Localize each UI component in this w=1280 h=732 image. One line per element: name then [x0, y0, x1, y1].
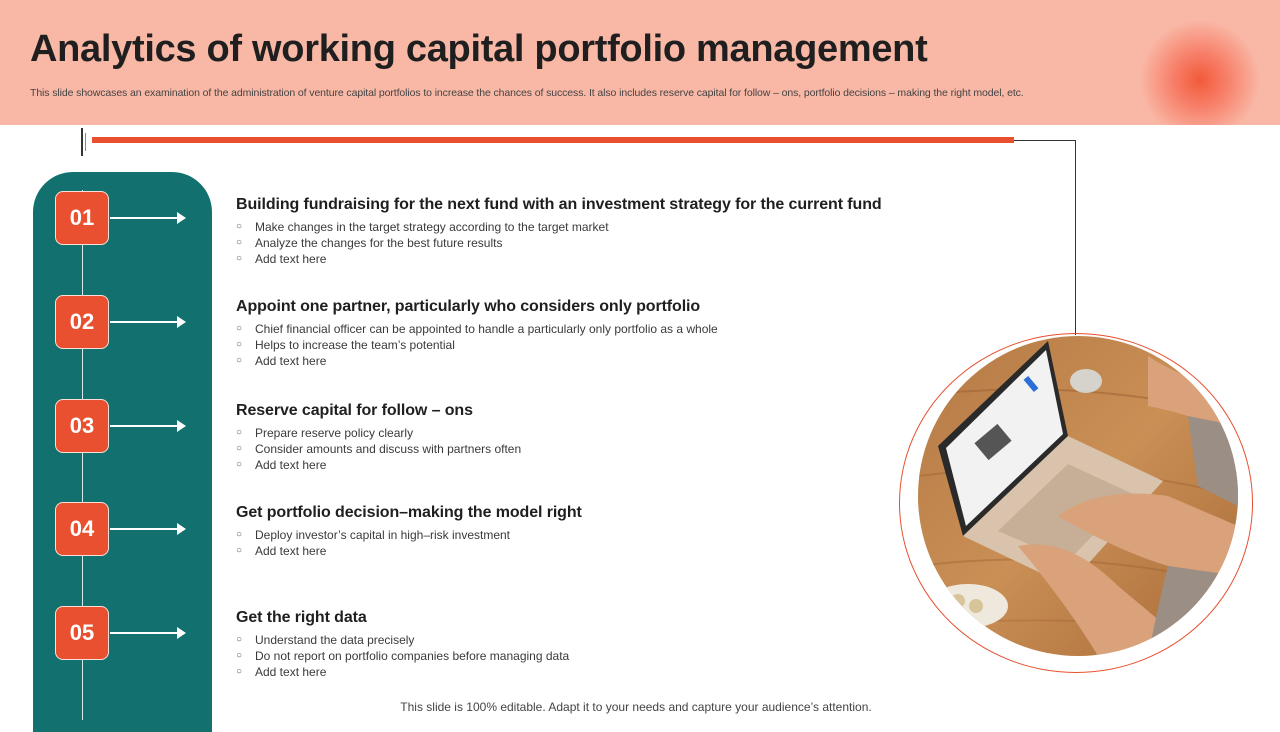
bullet-list — [236, 321, 916, 369]
bullet-point: ○ Understand the data precisely — [236, 632, 916, 648]
arrow-right-icon — [110, 315, 186, 329]
decorative-tick — [85, 133, 86, 151]
bullet-point: ○ Add text here — [236, 457, 916, 473]
bullet-list — [236, 219, 916, 267]
item-heading: Appoint one partner, particularly who considers only portfolio — [236, 298, 701, 315]
list-item — [236, 298, 916, 369]
bullet-point: ○ Helps to increase the team’s potential — [236, 337, 916, 353]
decorative-glow — [1125, 0, 1275, 125]
bullet-point: ○ Add text here — [236, 251, 916, 267]
footer-note: This slide is 100% editable. Adapt it to your needs and capture your audience’s attention. — [400, 700, 872, 714]
decorative-tick — [81, 128, 83, 156]
bullet-point: ○ Analyze the changes for the best future results — [236, 235, 916, 251]
bullet-list — [236, 527, 916, 559]
list-item — [236, 402, 916, 473]
header-banner — [0, 0, 1280, 125]
step-number-badge: 03 — [55, 399, 109, 453]
list-item — [236, 196, 916, 267]
list-item — [236, 504, 916, 559]
bullet-list — [236, 425, 916, 473]
bullet-point: ○ Prepare reserve policy clearly — [236, 425, 916, 441]
step-number-badge: 05 — [55, 606, 109, 660]
bullet-point: ○ Chief financial officer can be appointed to handle a particularly only portfolio as a whole — [236, 321, 916, 337]
step-number-badge: 02 — [55, 295, 109, 349]
bullet-point: ○ Deploy investor’s capital in high–risk investment — [236, 527, 916, 543]
bullet-point: ○ Consider amounts and discuss with partners often — [236, 441, 916, 457]
frame-line — [1014, 140, 1076, 141]
bullet-point: ○ Add text here — [236, 664, 916, 680]
item-heading: Get portfolio decision–making the model right — [236, 504, 582, 521]
list-item — [236, 609, 916, 680]
bullet-point: ○ Make changes in the target strategy according to the target market — [236, 219, 916, 235]
page-subtitle: This slide showcases an examination of the administration of venture capital portfolios to increase the chances of success. It also includes reserve capital for follow – ons, portfolio decisions – making the right model, etc. — [30, 87, 1024, 99]
item-heading: Get the right data — [236, 609, 367, 626]
step-number-badge: 04 — [55, 502, 109, 556]
arrow-right-icon — [110, 211, 186, 225]
frame-line — [1075, 140, 1076, 335]
bullet-point: ○ Do not report on portfolio companies before managing data — [236, 648, 916, 664]
bullet-list — [236, 632, 916, 680]
arrow-right-icon — [110, 522, 186, 536]
step-number-badge: 01 — [55, 191, 109, 245]
arrow-right-icon — [110, 419, 186, 433]
laptop-photo — [918, 336, 1238, 656]
accent-divider — [92, 137, 1014, 143]
bullet-point: ○ Add text here — [236, 543, 916, 559]
arrow-right-icon — [110, 626, 186, 640]
item-heading: Building fundraising for the next fund with an investment strategy for the current fund — [236, 196, 882, 213]
page-title: Analytics of working capital portfolio management — [30, 28, 928, 70]
item-heading: Reserve capital for follow – ons — [236, 402, 473, 419]
bullet-point: ○ Add text here — [236, 353, 916, 369]
